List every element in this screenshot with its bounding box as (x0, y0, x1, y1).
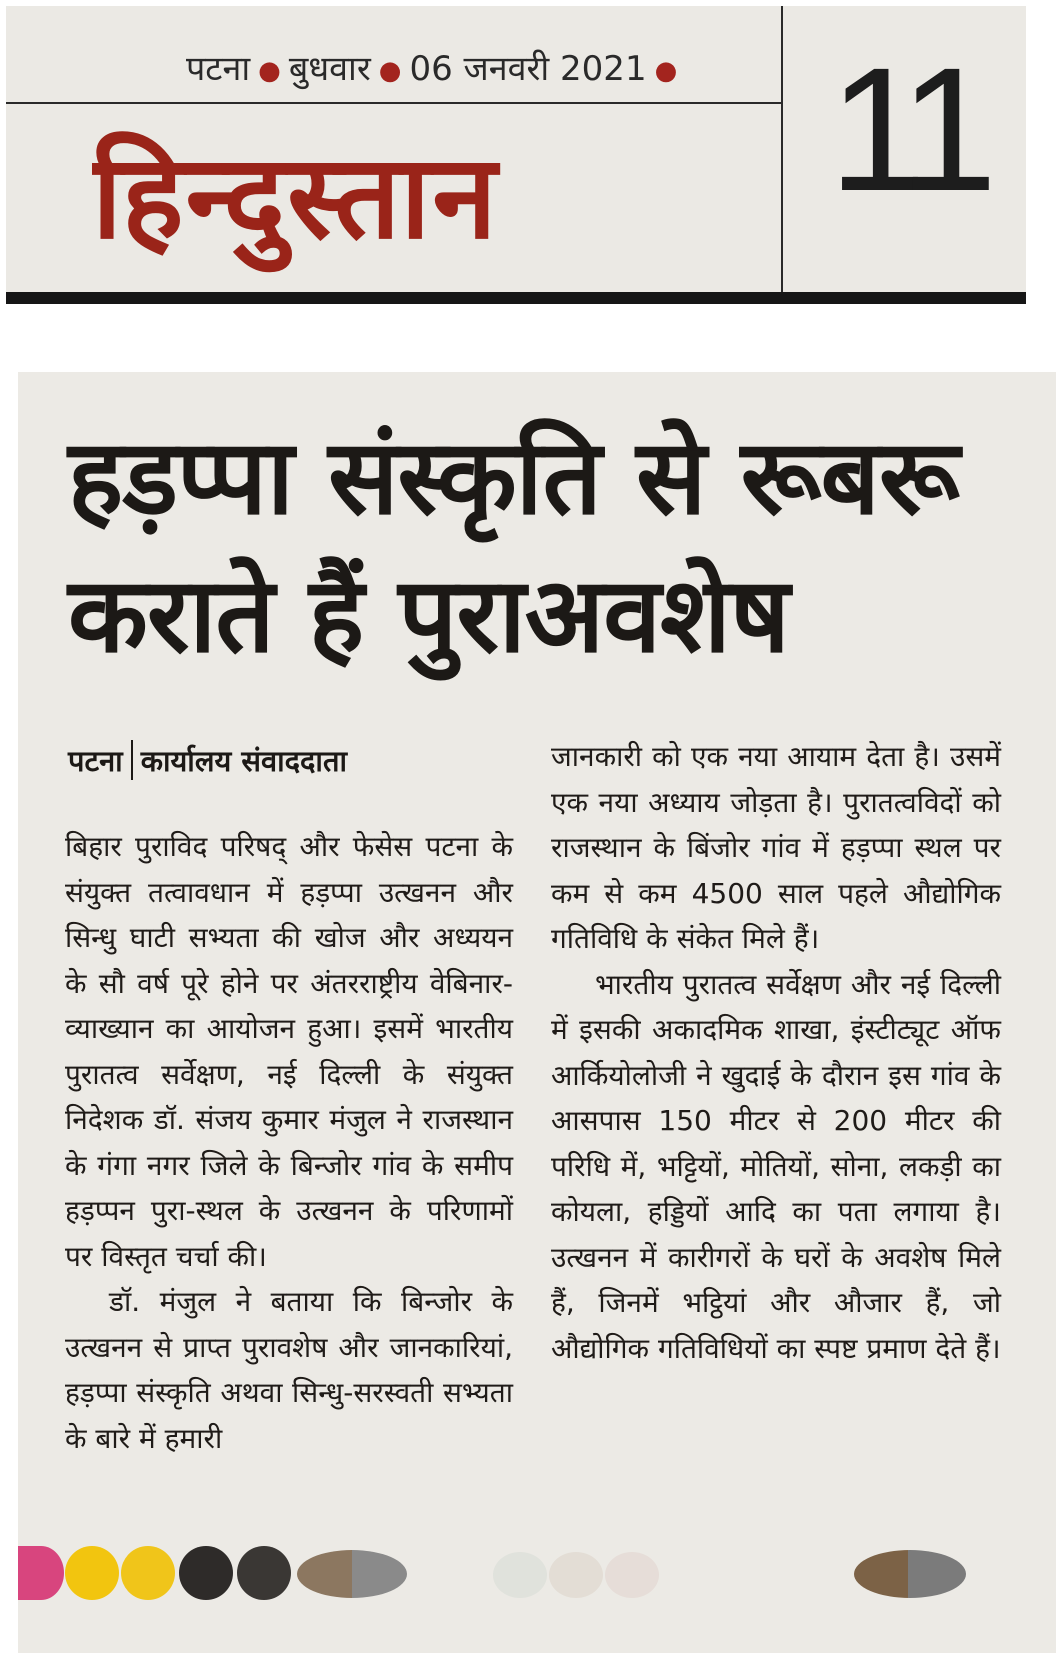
faded-swatch-icon (605, 1552, 659, 1598)
byline (68, 736, 528, 784)
paragraph: डॉ. मंजुल ने बताया कि बिन्जोर के उत्खनन से प्राप्त पुरावशेष और जानकारियां, हड़प्पा संस्कृति अथवा सिन्धु-सरस्वती सभ्यता के बारे में हमारी (65, 1285, 513, 1455)
clipping-gap (0, 304, 1056, 370)
masthead-divider (6, 102, 781, 104)
paragraph: भारतीय पुरातत्व सर्वेक्षण और नई दिल्ली में इसकी अकादमिक शाखा, इंस्टीट्यूट ऑफ आर्कियोलोजी ने खुदाई के दौरान इस गांव के आसपास 150 मीटर से 200 मीटर की परिधि में, भट्टियों, मोतियों, सोना, लकड़ी का कोयला, हड्डियों आदि का पता लगाया है। उत्खनन में कारीगरों के घरों के अवशेष मिले हैं, जिनमें भट्ठियां और औजार हैं, जो औद्योगिक गतिविधियों का स्पष्ट प्रमाण देते हैं। (551, 967, 1001, 1365)
dateline-day: बुधवार (288, 49, 371, 89)
headline-line-2: कराते हैं पुराअवशेष (68, 554, 789, 676)
bullet-icon: ● (378, 55, 402, 86)
registration-mark-icon (854, 1550, 966, 1598)
black-swatch-icon (179, 1546, 233, 1600)
black-swatch-icon (237, 1546, 291, 1600)
headline (68, 408, 1028, 684)
paragraph: बिहार पुराविद परिषद् और फेसेस पटना के संयुक्त तत्वावधान में हड़प्पा उत्खनन और सिन्धु घाटी सभ्यता की खोज और अध्ययन के सौ वर्ष पूरे होने पर अंतरराष्ट्रीय वेबिनार-व्याख्यान का आयोजन हुआ। इसमें भारतीय पुरातत्व सर्वेक्षण, नई दिल्ली के संयुक्त निदेशक डॉ. संजय कुमार मंजुल ने राजस्थान के गंगा नगर जिले के बिन्जोर गांव के समीप हड़प्पन पुरा-स्थल के उत्खनन के परिणामों पर विस्तृत चर्चा की। (65, 830, 513, 1273)
yellow-swatch-icon (121, 1546, 175, 1600)
headline-line-1: हड़प्पा संस्कृति से रूबरू (68, 416, 959, 538)
bullet-icon: ● (654, 55, 678, 86)
newspaper-logo: हिन्दुस्तान (92, 130, 499, 265)
masthead-vertical-divider (781, 6, 783, 292)
yellow-swatch-icon (65, 1546, 119, 1600)
magenta-swatch-icon (18, 1546, 64, 1600)
article-column-left (65, 824, 513, 1461)
byline-separator (131, 740, 133, 780)
paragraph: जानकारी को एक नया आयाम देता है। उसमें एक नया अध्याय जोड़ता है। पुरातत्वविदों को राजस्थान के बिंजोर गांव में हड़प्पा स्थल पर कम से कम 4500 साल पहले औद्योगिक गतिविधि के संकेत मिले हैं। (551, 740, 1001, 955)
byline-place: पटना (68, 743, 123, 778)
faded-swatch-icon (493, 1552, 547, 1598)
print-registration-marks (18, 1532, 1056, 1602)
masthead-bottom-rule (6, 292, 1026, 304)
masthead (6, 6, 1026, 304)
article-clipping (18, 372, 1056, 1653)
byline-author: कार्यालय संवाददाता (140, 743, 347, 778)
dateline-city: पटना (186, 49, 251, 89)
dateline (186, 44, 696, 90)
faded-swatch-icon (549, 1552, 603, 1598)
article-column-right (551, 734, 1001, 1371)
registration-mark-icon (297, 1550, 407, 1598)
page-number: 11 (828, 32, 984, 228)
bullet-icon: ● (258, 55, 281, 86)
dateline-date: 06 जनवरी 2021 (409, 49, 647, 89)
